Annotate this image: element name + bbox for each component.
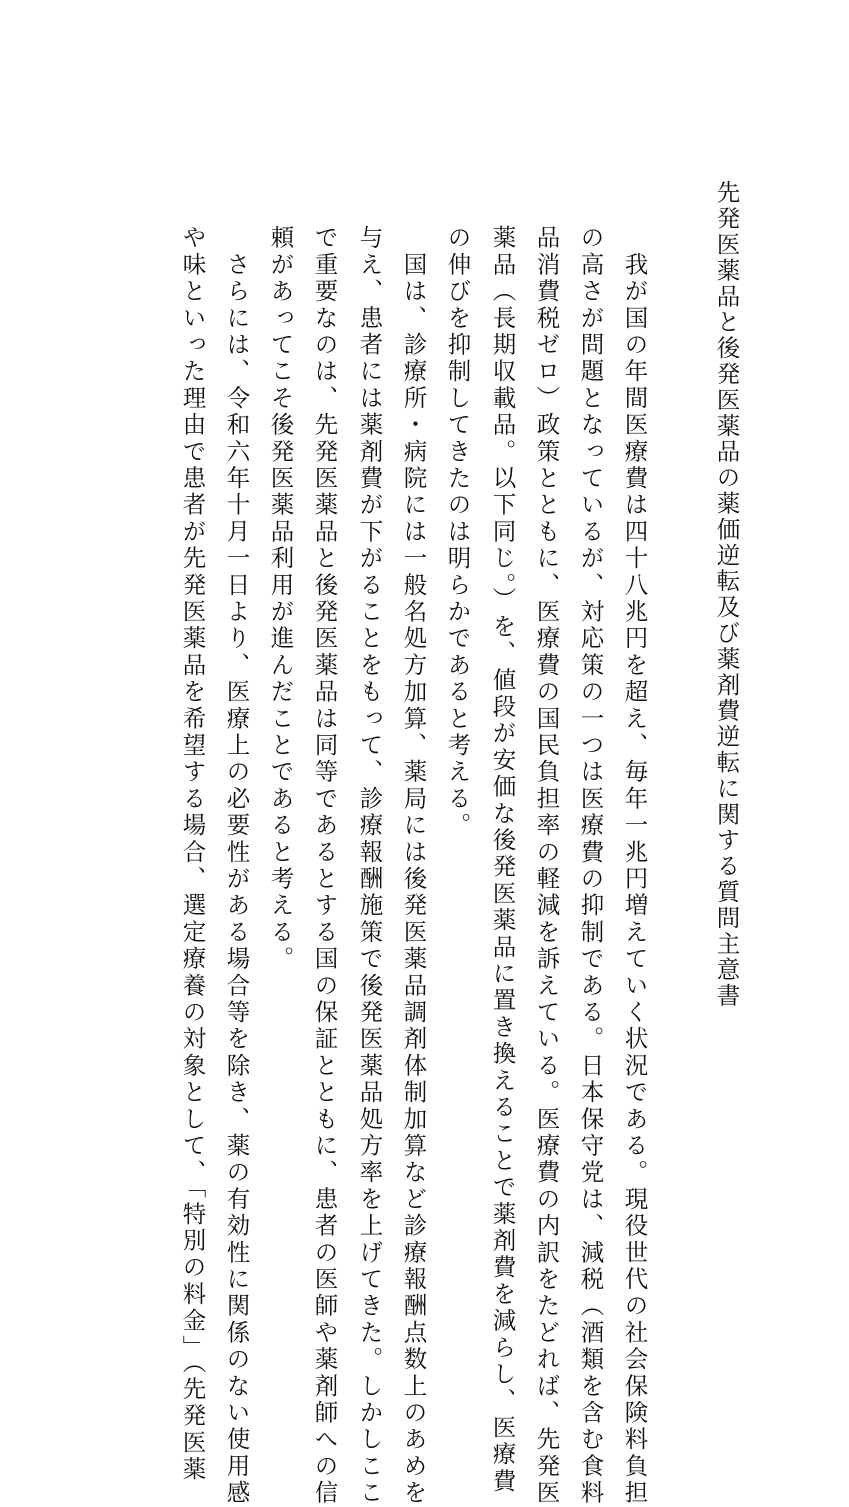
body-line: 薬品（長期収載品。以下同じ。）を、値段が安価な後発医薬品に置き換えることで薬剤費を減らし、医療費 [488,225,517,1495]
body-line: 与え、患者には薬剤費が下がることをもって、診療報酬施策で後発医薬品処方率を上げてきた。しかしここ [355,225,384,1507]
body-line: 我が国の年間医療費は四十八兆円を超え、毎年一兆円増えていく状況である。現役世代の社会保険料負担 [620,225,649,1507]
body-line: 品消費税ゼロ）政策とともに、医療費の国民負担率の軽減を訴えている。医療費の内訳をたどれば、先発医 [532,225,561,1507]
body-line: で重要なのは、先発医薬品と後発医薬品は同等であるとする国の保証とともに、患者の医師や薬剤師への信 [310,225,339,1507]
document-title: 先発医薬品と後発医薬品の薬価逆転及び薬剤費逆転に関する質問主意書 [712,180,741,1009]
body-line: の高さが問題となっているが、対応策の一つは医療費の抑制である。日本保守党は、減税（酒類を含む食料 [576,225,605,1507]
body-line: の伸びを抑制してきたのは明らかであると考える。 [443,225,472,840]
body-line: さらには、令和六年十月一日より、医療上の必要性がある場合等を除き、薬の有効性に関係のない使用感 [222,225,251,1507]
body-line: 頼があってこそ後発医薬品利用が進んだことであると考える。 [266,225,295,973]
body-line: 国は、診療所・病院には一般名処方加算、薬局には後発医薬品調剤体制加算など診療報酬点数上のあめを [399,225,428,1507]
body-line: や味といった理由で患者が先発医薬品を希望する場合、選定療養の対象として、「特別の料金」（先発医薬 [178,225,207,1484]
